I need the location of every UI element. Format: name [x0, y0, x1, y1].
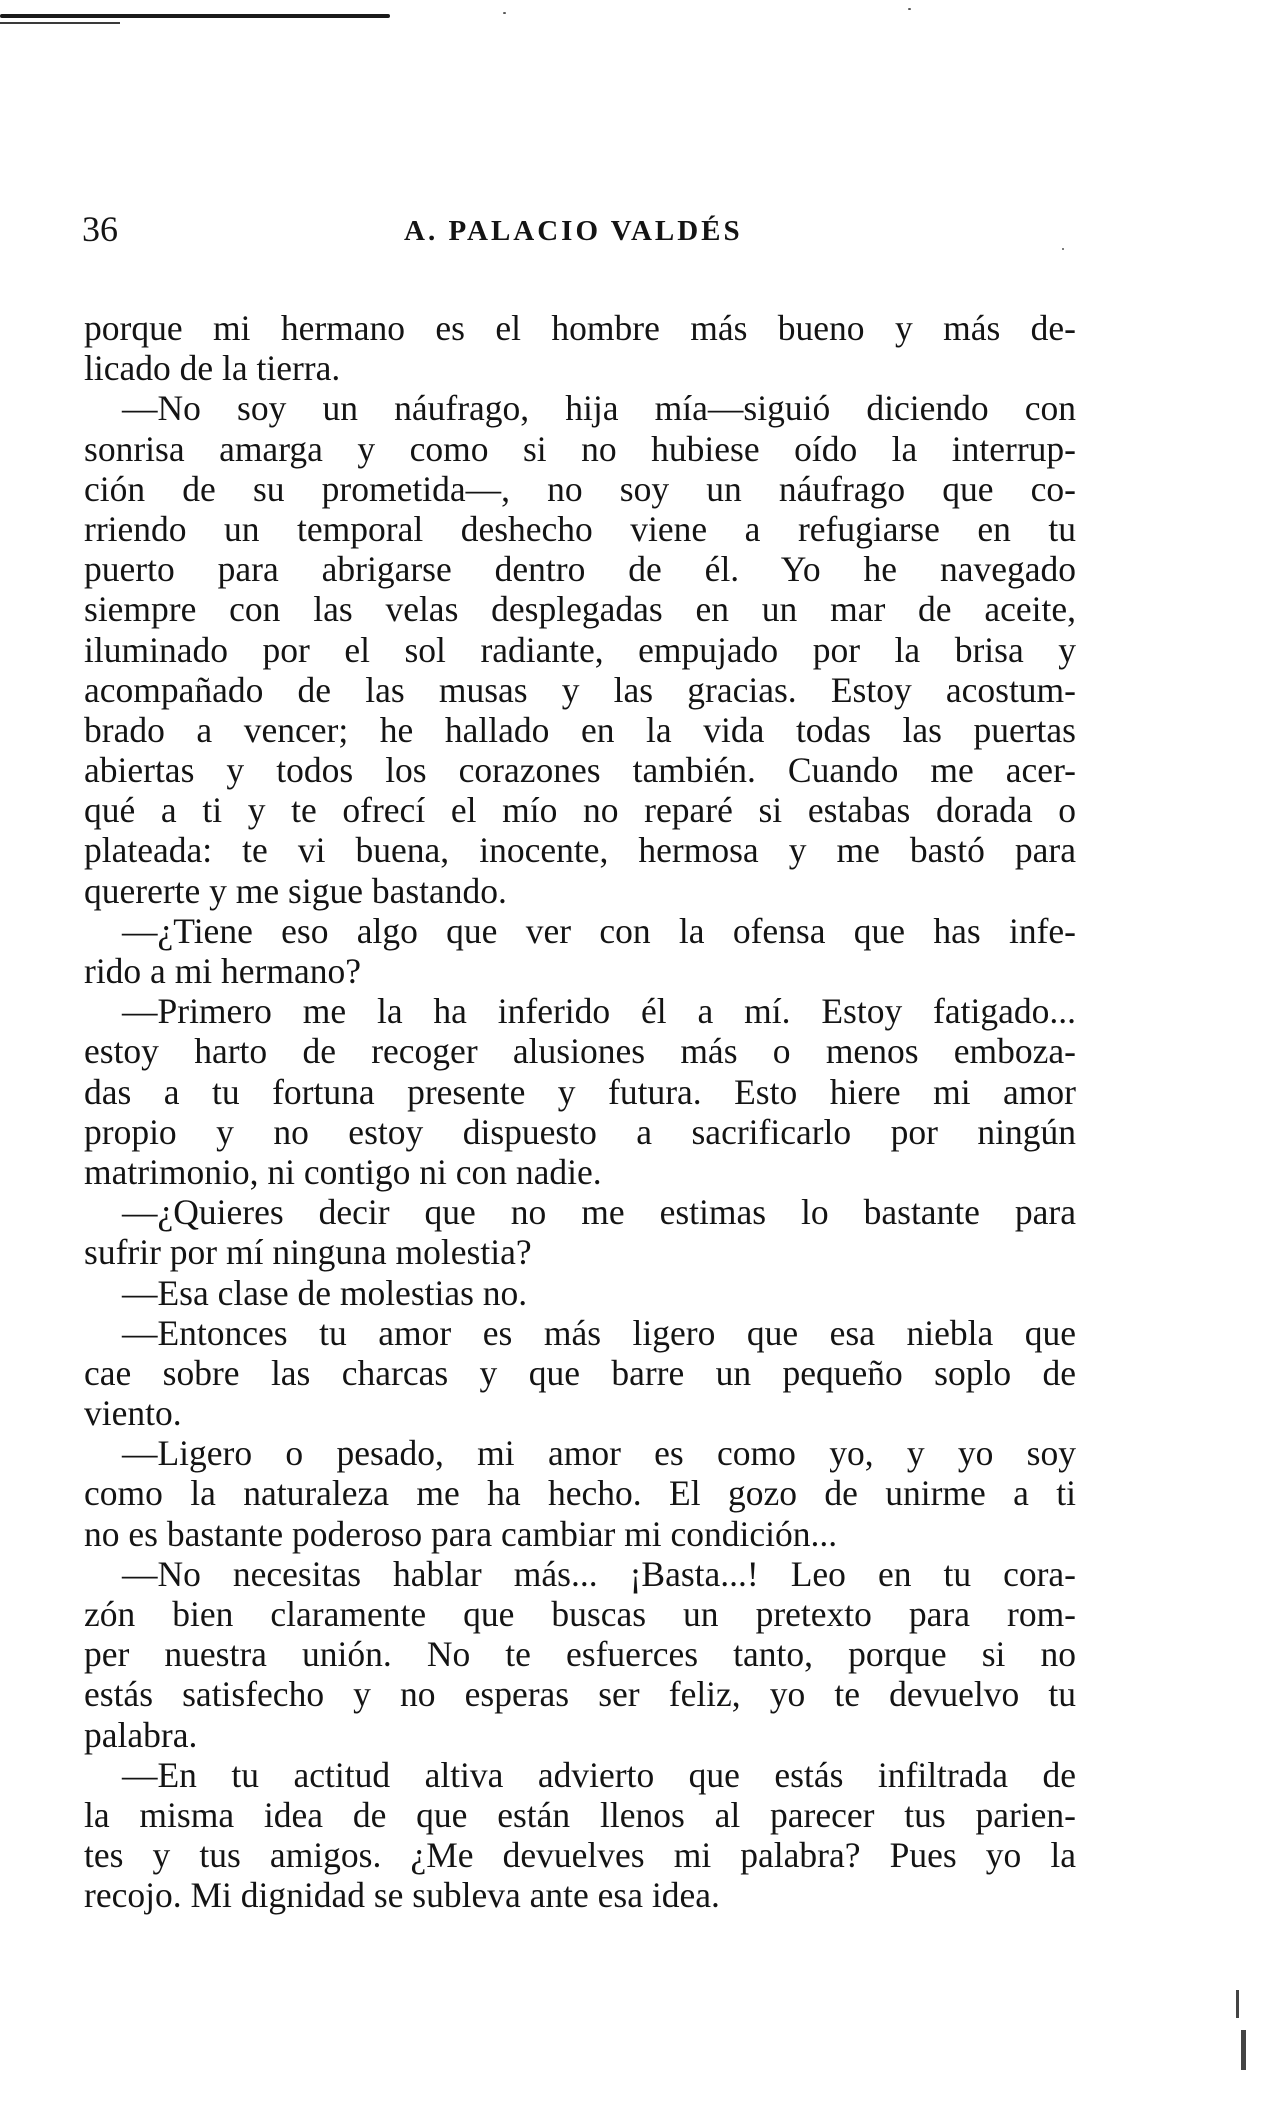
text-line: tes y tus amigos. ¿Me devuelves mi palabra? Pues yo la: [84, 1835, 1076, 1876]
text-line: como la naturaleza me ha hecho. El gozo de unirme a ti: [84, 1473, 1076, 1514]
text-line: puerto para abrigarse dentro de él. Yo he navegado: [84, 549, 1076, 590]
scan-edge-rule: [0, 14, 390, 18]
text-line: —En tu actitud altiva advierto que estás infiltrada de: [122, 1754, 1076, 1795]
text-line: sufrir por mí ninguna molestia?: [84, 1232, 532, 1273]
text-line: quererte y me sigue bastando.: [84, 870, 507, 911]
body-text: [84, 308, 1076, 1916]
text-line: —No necesitas hablar más... ¡Basta...! Leo en tu cora-: [122, 1553, 1076, 1594]
running-head: A. PALACIO VALDÉS: [404, 215, 743, 247]
text-line: plateada: te vi buena, inocente, hermosa y me bastó para: [84, 830, 1076, 871]
text-line: —Primero me la ha inferido él a mí. Estoy fatigado...: [122, 991, 1076, 1032]
text-line: —Esa clase de molestias no.: [122, 1272, 528, 1313]
text-line: zón bien claramente que buscas un pretexto para rom-: [84, 1594, 1076, 1634]
text-line: brado a vencer; he hallado en la vida todas las puertas: [84, 709, 1076, 750]
text-line: rriendo un temporal deshecho viene a refugiarse en tu: [84, 508, 1076, 549]
text-line: —¿Tiene eso algo que ver con la ofensa que has infe-: [122, 910, 1076, 951]
text-line: acompañado de las musas y las gracias. Estoy acostum-: [84, 669, 1076, 710]
text-line: la misma idea de que están llenos al parecer tus parien-: [84, 1794, 1076, 1835]
scan-margin-mark: [1236, 1990, 1239, 2018]
text-line: licado de la tierra.: [84, 348, 341, 389]
text-line: no es bastante poderoso para cambiar mi condición...: [84, 1513, 838, 1554]
scan-speck: [503, 12, 506, 14]
text-line: porque mi hermano es el hombre más bueno y más de-: [84, 308, 1076, 348]
text-line: palabra.: [84, 1714, 198, 1755]
page-header: [82, 205, 1072, 253]
text-line: —Ligero o pesado, mi amor es como yo, y yo soy: [122, 1433, 1076, 1474]
text-line: cae sobre las charcas y que barre un pequeño soplo de: [84, 1352, 1076, 1393]
text-line: recojo. Mi dignidad se subleva ante esa idea.: [84, 1875, 720, 1916]
text-line: —Entonces tu amor es más ligero que esa niebla que: [122, 1312, 1076, 1353]
text-line: abiertas y todos los corazones también. Cuando me acer-: [84, 750, 1076, 791]
text-line: qué a ti y te ofrecí el mío no reparé si estabas dorada o: [84, 790, 1076, 831]
scan-edge-rule-thin: [0, 22, 120, 24]
text-line: rido a mi hermano?: [84, 951, 361, 991]
text-line: das a tu fortuna presente y futura. Esto hiere mi amor: [84, 1071, 1076, 1112]
text-line: matrimonio, ni contigo ni con nadie.: [84, 1151, 602, 1192]
text-line: per nuestra unión. No te esfuerces tanto, porque si no: [84, 1634, 1076, 1675]
text-line: estoy harto de recoger alusiones más o menos emboza-: [84, 1031, 1076, 1072]
scan-margin-mark: [1241, 2030, 1246, 2070]
text-line: estás satisfecho y no esperas ser feliz, yo te devuelvo tu: [84, 1674, 1076, 1715]
text-line: —No soy un náufrago, hija mía—siguió diciendo con: [122, 388, 1076, 429]
text-line: —¿Quieres decir que no me estimas lo bastante para: [122, 1192, 1076, 1233]
text-line: viento.: [84, 1393, 182, 1434]
scan-speck: [908, 8, 911, 10]
text-line: iluminado por el sol radiante, empujado por la brisa y: [84, 629, 1076, 670]
page-number: 36: [82, 209, 118, 249]
text-line: sonrisa amarga y como si no hubiese oído la interrup-: [84, 428, 1076, 469]
text-line: propio y no estoy dispuesto a sacrificarlo por ningún: [84, 1111, 1076, 1152]
text-line: ción de su prometida—, no soy un náufrago que co-: [84, 468, 1076, 509]
text-line: siempre con las velas desplegadas en un mar de aceite,: [84, 589, 1076, 630]
